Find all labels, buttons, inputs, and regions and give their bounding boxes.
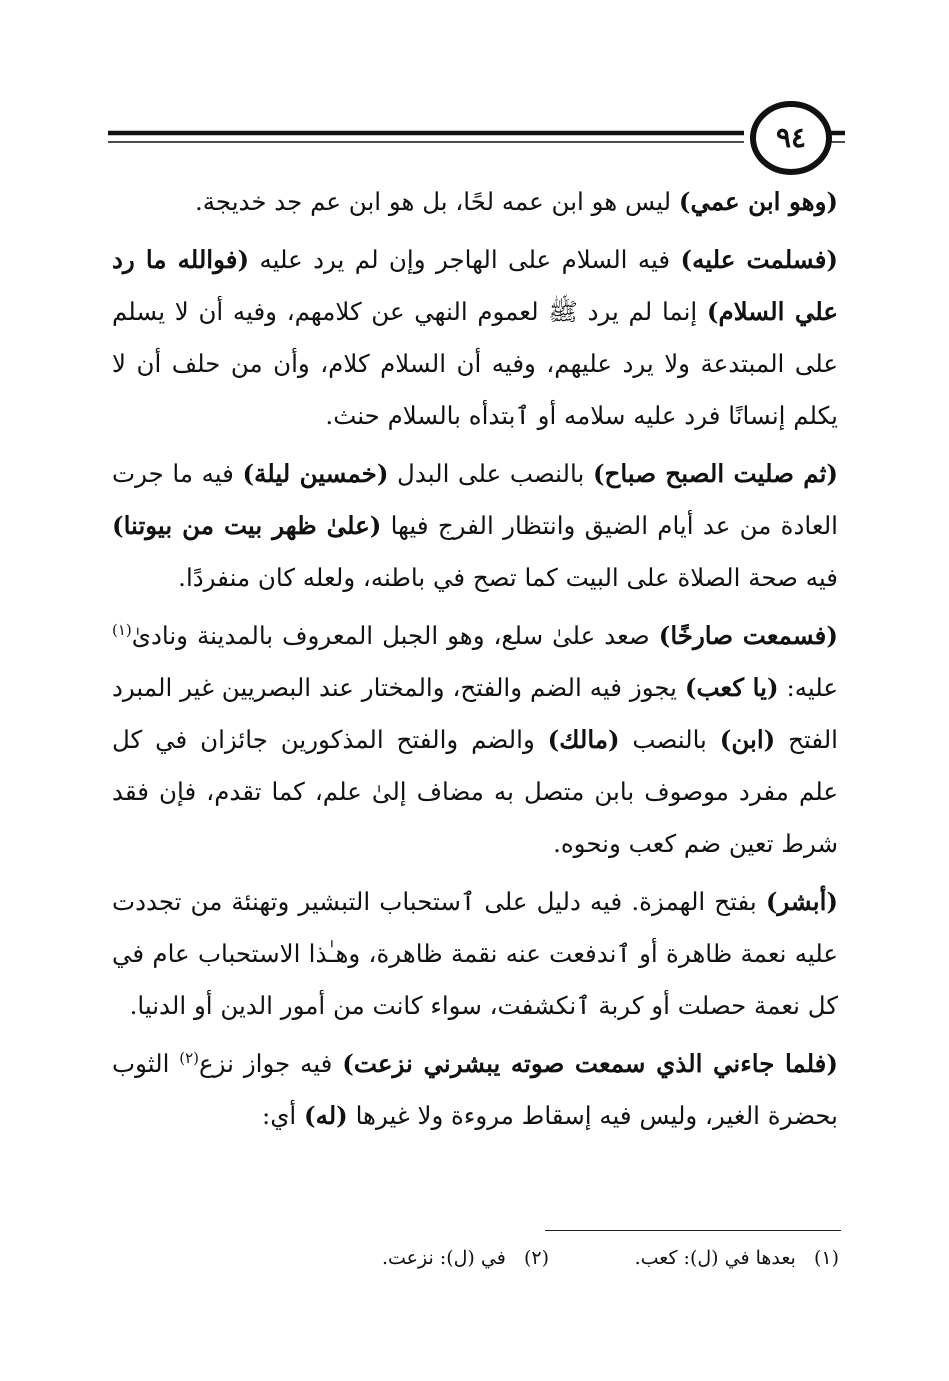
paragraph bbox=[112, 448, 838, 604]
footnote-1-text: بعدها في (ل): كعب. bbox=[634, 1247, 796, 1269]
hadith-quote: (خمسين ليلة) bbox=[242, 459, 389, 488]
footnote-ref: (٢) bbox=[179, 1048, 200, 1067]
paragraph bbox=[112, 176, 838, 228]
hadith-quote: (علىٰ ظهر بيت من بيوتنا) bbox=[112, 511, 382, 540]
paragraph bbox=[112, 876, 838, 1032]
hadith-quote: (له) bbox=[303, 1101, 348, 1130]
footnote-divider bbox=[545, 1230, 841, 1231]
footnote-1 bbox=[635, 1247, 839, 1269]
commentary-text: أي: bbox=[261, 1101, 304, 1130]
hadith-quote: (يا كعب) bbox=[684, 673, 779, 702]
commentary-text: إنما لم يرد ﷺ لعموم النهي عن كلامهم، وفيه أن لا يسلم على المبتدعة ولا يرد عليهم، وفيه أن السلام كلام، وأن من حلف أن لا يكلم إنسانًا فرد عليه سلامه أو ٱبتدأه بالسلام حنث. bbox=[112, 297, 838, 430]
commentary-text: عليه: bbox=[778, 673, 838, 702]
footnote-ref: (١) bbox=[112, 620, 132, 639]
hadith-quote: (فسمعت صارخًا) bbox=[658, 621, 838, 650]
main-text bbox=[112, 176, 838, 1148]
commentary-text: فيه السلام على الهاجر وإن لم يرد عليه bbox=[249, 245, 681, 274]
commentary-text: الثوب بحضرة الغير، وليس فيه إسقاط مروءة ولا غيرها bbox=[112, 1049, 838, 1130]
hadith-quote: (فلما جاءني الذي سمعت صوته يبشرني نزعت) bbox=[342, 1049, 838, 1078]
commentary-text: فيه ما جرت العادة من عد أيام الضيق وانتظار الفرج فيها bbox=[112, 459, 838, 540]
paragraph bbox=[112, 610, 838, 870]
paragraph bbox=[112, 1038, 838, 1142]
commentary-text: بالنصب bbox=[619, 725, 720, 754]
commentary-text: يجوز فيه الضم والفتح، والمختار عند البصريين غير المبرد الفتح bbox=[112, 673, 838, 754]
hadith-quote: (أبشر) bbox=[765, 887, 838, 916]
commentary-text: ليس هو ابن عمه لحًا، بل هو ابن عم جد خديجة. bbox=[194, 187, 679, 216]
paragraph bbox=[112, 234, 838, 442]
hadith-quote: (فسلمت عليه) bbox=[680, 245, 838, 274]
footnote-2-mark: (٢) bbox=[523, 1247, 549, 1269]
footnotes bbox=[239, 1247, 839, 1279]
hadith-quote: (ثم صليت الصبح صباح) bbox=[592, 459, 838, 488]
hadith-quote: (مالك) bbox=[547, 725, 620, 754]
hadith-quote: (وهو ابن عمي) bbox=[678, 187, 838, 216]
page-header bbox=[108, 100, 845, 180]
commentary-text: فيه صحة الصلاة على البيت كما تصح في باطنه، ولعله كان منفردًا. bbox=[178, 563, 838, 592]
commentary-text: بفتح الهمزة. فيه دليل على ٱستحباب التبشير وتهنئة من تجددت عليه نعمة ظاهرة أو ٱندفعت عنه نقمة ظاهرة، وهـٰذا الاستحباب عام في كل نعمة حصلت أو كربة ٱنكشفت، سواء كانت من أمور الدين أو الدنيا. bbox=[112, 887, 838, 1020]
footnote-1-mark: (١) bbox=[813, 1247, 839, 1269]
commentary-text: والضم والفتح المذكورين جائزان في كل علم مفرد موصوف بابن متصل به مضاف إلىٰ علم، كما تقدم، فإن فقد شرط تعين ضم كعب ونحوه. bbox=[112, 725, 838, 858]
page-number: ٩٤ bbox=[775, 121, 807, 154]
commentary-text: بالنصب على البدل bbox=[388, 459, 593, 488]
hadith-quote: (ابن) bbox=[719, 725, 776, 754]
header-ornament bbox=[108, 100, 845, 180]
footnote-2 bbox=[382, 1247, 549, 1269]
hadith-quote: (فوالله ما رد علي السلام) bbox=[112, 245, 839, 326]
commentary-text: صعد علىٰ سلع، وهو الجبل المعروف بالمدينة ونادىٰ bbox=[131, 621, 659, 650]
footnote-2-text: في (ل): نزعت. bbox=[381, 1247, 506, 1269]
commentary-text: فيه جواز نزع bbox=[199, 1049, 343, 1078]
